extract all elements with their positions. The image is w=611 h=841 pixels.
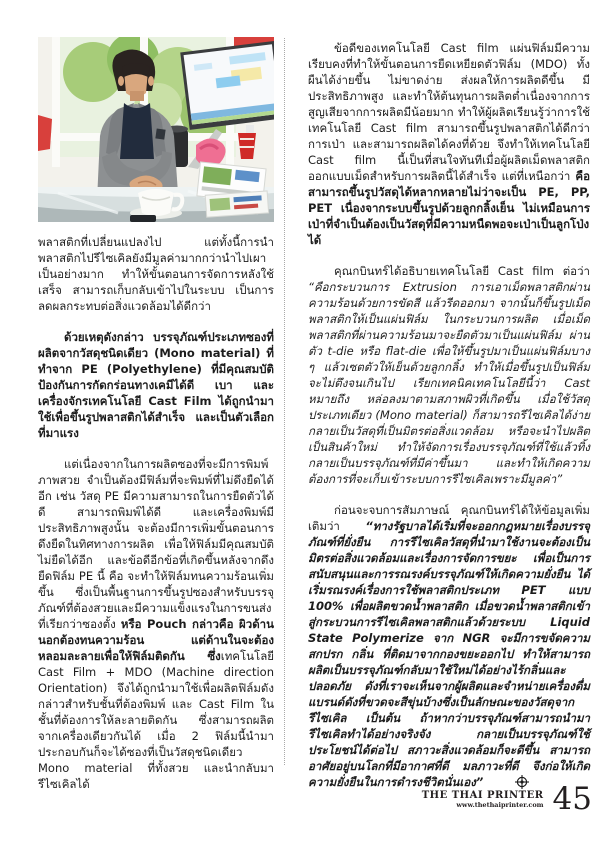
- column-divider: [284, 38, 285, 765]
- magazine-credit: [422, 790, 544, 809]
- paragraph: [308, 502, 590, 793]
- text-run: หรือ Pouch กล่าวคือ ผิวด้านนอกต้องทนความร้อน แต่ด้านในจะต้องหลอมละลายเพื่อให้ฟิล์มติดกัน ซึ่ง: [38, 617, 275, 663]
- paragraph: [38, 456, 274, 792]
- magazine-website: www.thethaiprinter.com: [456, 800, 544, 809]
- text-run: ด้วยเหตุดังกล่าว บรรจุภัณฑ์ประเภทซองที่ผลิตจากวัสดุชนิดเดียว (Mono material) ที่ทำจาก PE (Polyethylene) ที่มีคุณสมบัติป้องกันการกัดกร่อนทางเคมีได้ดี เบา และเครื่องจักรเทคโนโลยี Cast Film ได้ถูกนำมาใช้เพื่อขึ้นรูปพลาสติกได้สำเร็จ และเป็นตัวเลือกที่มาแรง: [38, 330, 274, 440]
- left-column: [38, 234, 274, 807]
- text-run: เทคโนโลยี Cast Film + MDO (Machine direction Orientation) จึงได้ถูกนำมาใช้เพื่อผลิตฟิล์มดังกล่าวสำหรับชั้นที่ต้องพิมพ์ และ Cast Film ในชั้นที่ต้องการให้ละลายติดกัน ซึ่งสามารถผลิตจากเครื่องเดียวกันได้ เมื่อ 2 ฟิล์มนี้นำมาประกอบกันก็จะได้ซองที่เป็นวัสดุชนิดเดียว Mono material ที่ทั้งสวย และนำกลับมารีไซเคิลได้: [38, 649, 274, 791]
- text-run: พลาสติกที่เปลี่ยนแปลงไป แต่ทั้งนี้การนำพลาสติกไปรีไซเคิลยังมีมูลค่ามากกว่านำไปเผาเป็นอย่างมาก ทำให้ขั้นตอนการจัดการหลังใช้เสร็จ สามารถเก็บกลับเข้าไปในระบบ เป็นการลดผลกระทบต่อสิ่งแวดล้อมได้ดีกว่า: [38, 235, 274, 313]
- text-run: คุณกบินทร์ได้อธิบายเทคโนโลยี Cast film ต่อว่า: [334, 264, 590, 278]
- interview-photo-illustration: [38, 37, 274, 222]
- page-footer: [421, 781, 592, 817]
- text-run: “คือกระบวนการ Extrusion การเอาเม็ดพลาสติกผ่านความร้อนด้วยการขัดสี แล้วรีดออกมา จากนั้นก็ขึ้นรูปเม็ดพลาสติกให้เป็นแผ่นฟิล์ม ในกระบวนการผลิต เมื่อเม็ดพลาสติกที่ผ่านความร้อนมาจะยืดตัวมาเป็นแผ่นฟิล์ม ผ่านตัว t-die หรือ flat-die เพื่อให้ขึ้นรูปมาเป็นแผ่นฟิล์มบาง ๆ แล้วเซตตัวให้เย็นด้วยลูกกลิ้ง ทำให้เมื่อขึ้นรูปเป็นฟิล์ม จะไม่ตึงจนเกินไป เรียกเทคนิคเทคโนโลยีนี้ว่า Cast หมายถึง หล่อลงมาตามสภาพผิวที่เกิดขึ้น เมื่อใช้วัสดุประเภทเดียว (Mono material) ก็สามารถรีไซเคิลได้ง่าย กลายเป็นวัสดุที่เป็นมิตรต่อสิ่งแวดล้อม หรือจะนำไปผลิตเป็นสินค้าใหม่ ทำให้จัดการเรื่องบรรจุภัณฑ์ที่ใช้แล้วทิ้ง กลายเป็นบรรจุภัณฑ์ที่มีค่าขึ้นมา และทำให้เกิดความต้องการที่จะเก็บเข้าระบบการรีไซเคิลเพราะมีมูลค่า”: [308, 280, 590, 486]
- paragraph: [308, 263, 590, 487]
- right-column: [308, 40, 590, 808]
- interview-photo: [38, 37, 274, 222]
- paragraph: [38, 234, 274, 314]
- paragraph: [308, 40, 590, 248]
- text-run: “ทางรัฐบาลได้เริ่มที่จะออกกฎหมายเรื่องบรรจุภัณฑ์ที่ยั่งยืน การรีไซเคิลวัสดุที่นำมาใช้งานจะต้องเป็นมิตรต่อสิ่งแวดล้อมและเรื่องการจัดการขยะ เพื่อเป็นการสนับสนุนและการรณรงค์บรรจุภัณฑ์ให้เกิดความยั่งยืน ได้เริ่มรณรงค์เรื่องการใช้พลาสติกประเภท PET แบบ 100% เพื่อผลิตขวดน้ำพลาสติก เมื่อขวดน้ำพลาสติกเข้าสู่กระบวนการรีไซเคิลพลาสติกแล้วด้วยระบบ Liquid State Polymerize จาก NGR จะมีการขจัดความสกปรก กลิ่น ที่ติดมาจากกองขยะออกไป ทำให้สามารถผลิตเป็นบรรจุภัณฑ์กลับมาใช้ใหม่ได้อย่างไร้กลิ่นและปลอดภัย ดังที่เราจะเห็นจากผู้ผลิตและจำหน่ายเครื่องดื่มแบรนด์ดังที่ขวดจะสีขุ่นบ้างซึ่งเป็นลักษณะของวัสดุจากรีไซเคิล เป็นต้น ถ้าหากว่าบรรจุภัณฑ์สามารถนำมารีไซเคิลทำได้อย่างจริงจัง กลายเป็นบรรจุภัณฑ์ใช้ประโยชน์ได้ต่อไป สภาวะสิ่งแวดล้อมก็จะดีขึ้น สามารถอาศัยอยู่บนโลกที่มีอากาศที่ดี มลภาวะที่ดี จึงก่อให้เกิดความยั่งยืนในการดำรงชีวิตนั่นเอง”: [308, 519, 590, 789]
- text-run: ข้อดีของเทคโนโลยี Cast film แผ่นฟิล์มมีความเรียบคงที่ทำให้ขั้นตอนการยืดเหยียดตัวฟิล์ม (MDO) ทั้งผืนได้ง่ายขึ้น ไม่ขาดง่าย ส่งผลให้การผลิตดีขึ้น มีประสิทธิภาพสูง และทำให้ต้นทุนการผลิตต่ำเนื่องจากการสูญเสียจากการผลิตมีน้อยมาก ทำให้ผู้ผลิตเรียนรู้ว่าการใช้เทคโนโลยี Cast film สามารถขึ้นรูปพลาสติกได้ดีกว่าการเป่า และสามารถผลิตได้คงที่ด้วย จึงทำให้เทคโนโลยี Cast film นี้เป็นที่สนใจทันทีเมื่อผู้ผลิตเม็ดพลาสติกออกแบบเม็ดสำหรับการผลิตนี้ได้สำเร็จ แต่ที่เหนือกว่า: [308, 41, 590, 183]
- text-run: คือ สามารถขึ้นรูปวัสดุได้หลากหลายไม่ว่าจะเป็น PE, PP, PET เนื่องจากระบบขึ้นรูปด้วยลูกกลิ้งเย็น ไม่เหมือนการเป่าที่จำเป็นต้องเป็นวัสดุที่มีความหนืดพอจะเป่าเป็นลูกโป่งได้: [308, 169, 590, 247]
- page-number: 45: [552, 781, 592, 817]
- text-run: ก่อนจะจบการสัมภาษณ์ คุณกบินทร์ได้ให้ข้อมูลเพิ่มเติมว่า: [308, 503, 590, 533]
- magazine-name: THE THAI PRINTER: [421, 790, 544, 802]
- paragraph: [38, 329, 274, 441]
- text-run: แต่เนื่องจากในการผลิตซองที่จะมีการพิมพ์ภาพสวย จำเป็นต้องมีฟิล์มที่จะพิมพ์ที่ไม่ดึงยืดได้อีก เช่น วัสดุ PE มีความสามารถในการยืดตัวได้ดี สามารถพิมพ์ได้ดี และเครื่องพิมพ์มีประสิทธิภาพสูงนั้น จะต้องมีการเพิ่มขั้นตอนการดึงยืดในทิศทางการผลิต เพื่อให้ฟิล์มมีคุณสมบัติไม่ยืดได้อีก และข้อดีอีกข้อที่เกิดขึ้นหลังจากดึงยืดฟิล์ม PE นี้ คือ จะทำให้ฟิล์มทนความร้อนเพิ่มขึ้น ซึ่งเป็นพื้นฐานการขึ้นรูปซองสำหรับบรรจุภัณฑ์ที่ต้องสวยและมีความแข็งแรงในการขนส่ง ที่เรียกว่าซองตั้ง: [38, 457, 274, 631]
